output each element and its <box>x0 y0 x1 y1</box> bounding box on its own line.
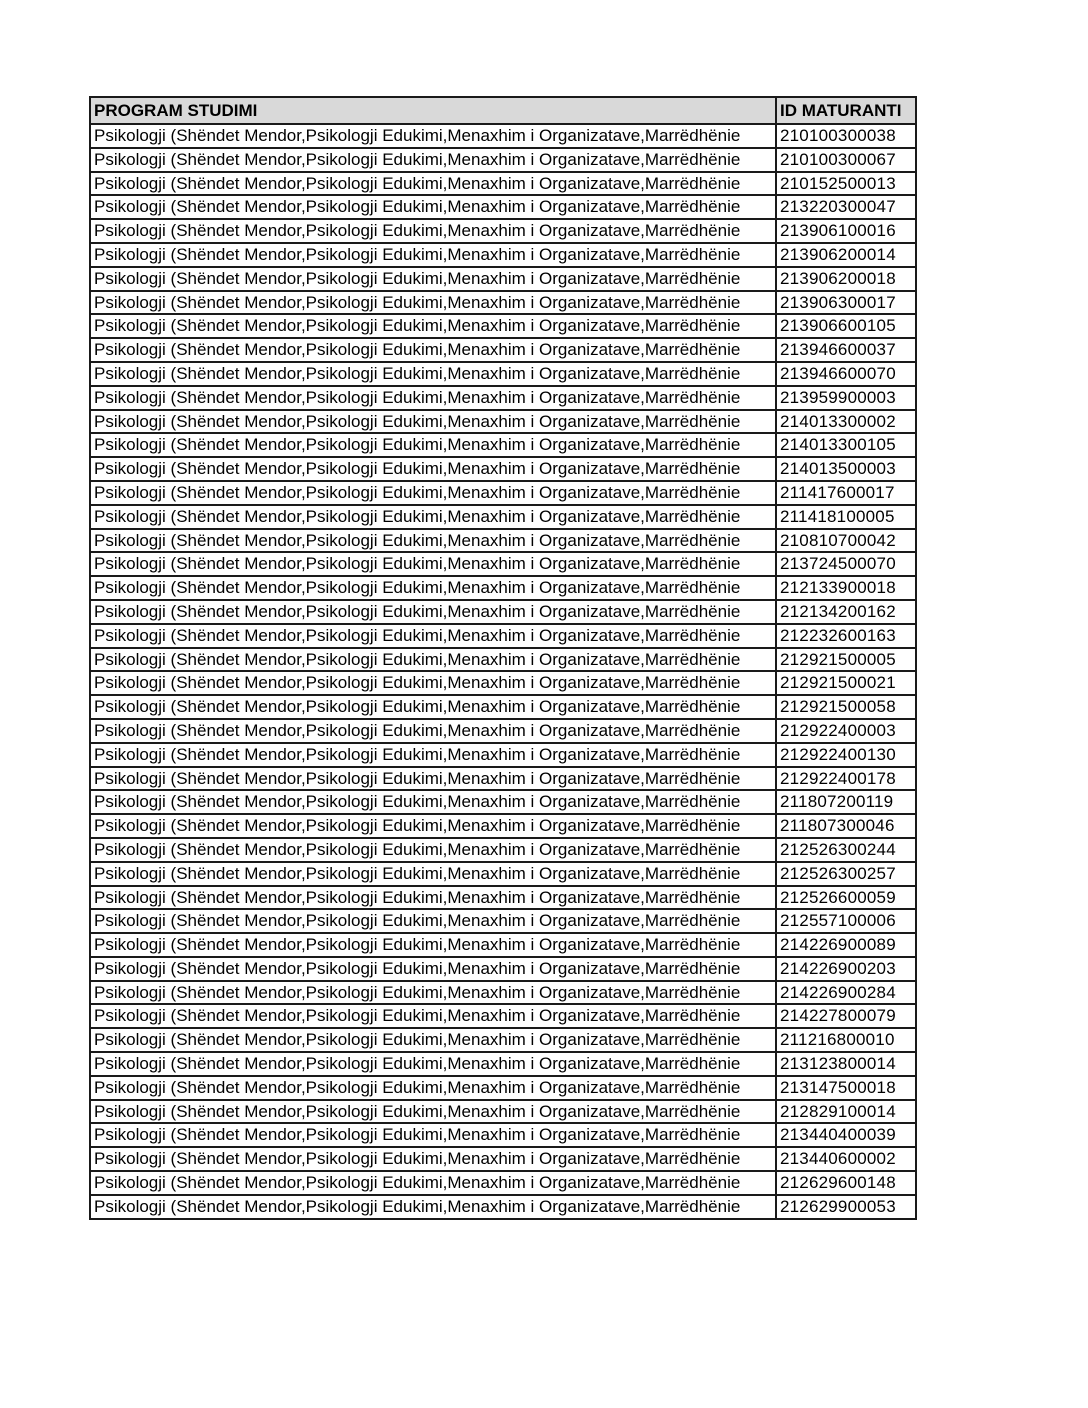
table-row <box>90 838 916 862</box>
program-cell: Psikologji (Shëndet Mendor,Psikologji Edukimi,Menaxhim i Organizatave,Marrëdhënie <box>90 1076 776 1100</box>
table-row <box>90 1004 916 1028</box>
header-program-studimi: PROGRAM STUDIMI <box>90 97 776 124</box>
program-cell: Psikologji (Shëndet Mendor,Psikologji Edukimi,Menaxhim i Organizatave,Marrëdhënie <box>90 362 776 386</box>
table-row <box>90 433 916 457</box>
table-row <box>90 505 916 529</box>
program-cell: Psikologji (Shëndet Mendor,Psikologji Edukimi,Menaxhim i Organizatave,Marrëdhënie <box>90 886 776 910</box>
id-maturanti-cell: 213946600037 <box>776 338 916 362</box>
table-row <box>90 1052 916 1076</box>
program-cell: Psikologji (Shëndet Mendor,Psikologji Edukimi,Menaxhim i Organizatave,Marrëdhënie <box>90 576 776 600</box>
program-cell: Psikologji (Shëndet Mendor,Psikologji Edukimi,Menaxhim i Organizatave,Marrëdhënie <box>90 600 776 624</box>
program-cell: Psikologji (Shëndet Mendor,Psikologji Edukimi,Menaxhim i Organizatave,Marrëdhënie <box>90 148 776 172</box>
table-row <box>90 386 916 410</box>
program-cell: Psikologji (Shëndet Mendor,Psikologji Edukimi,Menaxhim i Organizatave,Marrëdhënie <box>90 767 776 791</box>
program-cell: Psikologji (Shëndet Mendor,Psikologji Edukimi,Menaxhim i Organizatave,Marrëdhënie <box>90 433 776 457</box>
id-maturanti-cell: 212921500021 <box>776 671 916 695</box>
table-header <box>90 97 916 124</box>
id-maturanti-cell: 212829100014 <box>776 1100 916 1124</box>
program-cell: Psikologji (Shëndet Mendor,Psikologji Edukimi,Menaxhim i Organizatave,Marrëdhënie <box>90 862 776 886</box>
program-cell: Psikologji (Shëndet Mendor,Psikologji Edukimi,Menaxhim i Organizatave,Marrëdhënie <box>90 1123 776 1147</box>
table-row <box>90 1028 916 1052</box>
id-maturanti-cell: 211418100005 <box>776 505 916 529</box>
document-page <box>89 96 915 1220</box>
table-row <box>90 909 916 933</box>
table-row <box>90 1147 916 1171</box>
program-cell: Psikologji (Shëndet Mendor,Psikologji Edukimi,Menaxhim i Organizatave,Marrëdhënie <box>90 505 776 529</box>
table-row <box>90 671 916 695</box>
table-row <box>90 648 916 672</box>
table-row <box>90 814 916 838</box>
id-maturanti-cell: 212921500005 <box>776 648 916 672</box>
table-row <box>90 790 916 814</box>
id-maturanti-cell: 213946600070 <box>776 362 916 386</box>
program-cell: Psikologji (Shëndet Mendor,Psikologji Edukimi,Menaxhim i Organizatave,Marrëdhënie <box>90 124 776 148</box>
table-row <box>90 886 916 910</box>
table-row <box>90 1195 916 1219</box>
id-maturanti-cell: 212922400130 <box>776 743 916 767</box>
table-row <box>90 743 916 767</box>
table-row <box>90 314 916 338</box>
id-maturanti-cell: 213724500070 <box>776 552 916 576</box>
id-maturanti-cell: 213906100016 <box>776 219 916 243</box>
id-maturanti-cell: 214227800079 <box>776 1004 916 1028</box>
table-row <box>90 410 916 434</box>
program-cell: Psikologji (Shëndet Mendor,Psikologji Edukimi,Menaxhim i Organizatave,Marrëdhënie <box>90 529 776 553</box>
table-row <box>90 981 916 1005</box>
students-table <box>89 96 917 1220</box>
table-row <box>90 243 916 267</box>
program-cell: Psikologji (Shëndet Mendor,Psikologji Edukimi,Menaxhim i Organizatave,Marrëdhënie <box>90 481 776 505</box>
table-row <box>90 124 916 148</box>
id-maturanti-cell: 213220300047 <box>776 195 916 219</box>
table-row <box>90 338 916 362</box>
program-cell: Psikologji (Shëndet Mendor,Psikologji Edukimi,Menaxhim i Organizatave,Marrëdhënie <box>90 981 776 1005</box>
id-maturanti-cell: 214226900203 <box>776 957 916 981</box>
id-maturanti-cell: 214013300002 <box>776 410 916 434</box>
id-maturanti-cell: 212557100006 <box>776 909 916 933</box>
id-maturanti-cell: 213906200018 <box>776 267 916 291</box>
id-maturanti-cell: 211807200119 <box>776 790 916 814</box>
program-cell: Psikologji (Shëndet Mendor,Psikologji Edukimi,Menaxhim i Organizatave,Marrëdhënie <box>90 314 776 338</box>
table-row <box>90 862 916 886</box>
program-cell: Psikologji (Shëndet Mendor,Psikologji Edukimi,Menaxhim i Organizatave,Marrëdhënie <box>90 1195 776 1219</box>
program-cell: Psikologji (Shëndet Mendor,Psikologji Edukimi,Menaxhim i Organizatave,Marrëdhënie <box>90 909 776 933</box>
id-maturanti-cell: 212133900018 <box>776 576 916 600</box>
program-cell: Psikologji (Shëndet Mendor,Psikologji Edukimi,Menaxhim i Organizatave,Marrëdhënie <box>90 219 776 243</box>
program-cell: Psikologji (Shëndet Mendor,Psikologji Edukimi,Menaxhim i Organizatave,Marrëdhënie <box>90 338 776 362</box>
id-maturanti-cell: 214226900089 <box>776 933 916 957</box>
table-row <box>90 1171 916 1195</box>
id-maturanti-cell: 211417600017 <box>776 481 916 505</box>
id-maturanti-cell: 213440400039 <box>776 1123 916 1147</box>
id-maturanti-cell: 213147500018 <box>776 1076 916 1100</box>
program-cell: Psikologji (Shëndet Mendor,Psikologji Edukimi,Menaxhim i Organizatave,Marrëdhënie <box>90 291 776 315</box>
id-maturanti-cell: 213906600105 <box>776 314 916 338</box>
program-cell: Psikologji (Shëndet Mendor,Psikologji Edukimi,Menaxhim i Organizatave,Marrëdhënie <box>90 457 776 481</box>
program-cell: Psikologji (Shëndet Mendor,Psikologji Edukimi,Menaxhim i Organizatave,Marrëdhënie <box>90 624 776 648</box>
program-cell: Psikologji (Shëndet Mendor,Psikologji Edukimi,Menaxhim i Organizatave,Marrëdhënie <box>90 838 776 862</box>
table-row <box>90 576 916 600</box>
id-maturanti-cell: 212232600163 <box>776 624 916 648</box>
table-row <box>90 957 916 981</box>
table-row <box>90 1123 916 1147</box>
program-cell: Psikologji (Shëndet Mendor,Psikologji Edukimi,Menaxhim i Organizatave,Marrëdhënie <box>90 267 776 291</box>
table-row <box>90 933 916 957</box>
program-cell: Psikologji (Shëndet Mendor,Psikologji Edukimi,Menaxhim i Organizatave,Marrëdhënie <box>90 1004 776 1028</box>
program-cell: Psikologji (Shëndet Mendor,Psikologji Edukimi,Menaxhim i Organizatave,Marrëdhënie <box>90 814 776 838</box>
program-cell: Psikologji (Shëndet Mendor,Psikologji Edukimi,Menaxhim i Organizatave,Marrëdhënie <box>90 719 776 743</box>
program-cell: Psikologji (Shëndet Mendor,Psikologji Edukimi,Menaxhim i Organizatave,Marrëdhënie <box>90 410 776 434</box>
id-maturanti-cell: 214226900284 <box>776 981 916 1005</box>
table-row <box>90 1100 916 1124</box>
table-row <box>90 695 916 719</box>
table-row <box>90 219 916 243</box>
program-cell: Psikologji (Shëndet Mendor,Psikologji Edukimi,Menaxhim i Organizatave,Marrëdhënie <box>90 195 776 219</box>
table-row <box>90 148 916 172</box>
program-cell: Psikologji (Shëndet Mendor,Psikologji Edukimi,Menaxhim i Organizatave,Marrëdhënie <box>90 671 776 695</box>
table-row <box>90 719 916 743</box>
id-maturanti-cell: 210100300067 <box>776 148 916 172</box>
table-row <box>90 529 916 553</box>
id-maturanti-cell: 213906200014 <box>776 243 916 267</box>
id-maturanti-cell: 212922400003 <box>776 719 916 743</box>
id-maturanti-cell: 213906300017 <box>776 291 916 315</box>
table-row <box>90 362 916 386</box>
table-body <box>90 124 916 1219</box>
id-maturanti-cell: 212922400178 <box>776 767 916 791</box>
table-row <box>90 172 916 196</box>
id-maturanti-cell: 212921500058 <box>776 695 916 719</box>
table-row <box>90 1076 916 1100</box>
id-maturanti-cell: 212629600148 <box>776 1171 916 1195</box>
program-cell: Psikologji (Shëndet Mendor,Psikologji Edukimi,Menaxhim i Organizatave,Marrëdhënie <box>90 1028 776 1052</box>
table-row <box>90 291 916 315</box>
table-row <box>90 624 916 648</box>
id-maturanti-cell: 214013300105 <box>776 433 916 457</box>
program-cell: Psikologji (Shëndet Mendor,Psikologji Edukimi,Menaxhim i Organizatave,Marrëdhënie <box>90 1052 776 1076</box>
id-maturanti-cell: 214013500003 <box>776 457 916 481</box>
table-row <box>90 267 916 291</box>
id-maturanti-cell: 212526300257 <box>776 862 916 886</box>
program-cell: Psikologji (Shëndet Mendor,Psikologji Edukimi,Menaxhim i Organizatave,Marrëdhënie <box>90 1171 776 1195</box>
id-maturanti-cell: 213440600002 <box>776 1147 916 1171</box>
table-row <box>90 552 916 576</box>
program-cell: Psikologji (Shëndet Mendor,Psikologji Edukimi,Menaxhim i Organizatave,Marrëdhënie <box>90 790 776 814</box>
program-cell: Psikologji (Shëndet Mendor,Psikologji Edukimi,Menaxhim i Organizatave,Marrëdhënie <box>90 1100 776 1124</box>
id-maturanti-cell: 211216800010 <box>776 1028 916 1052</box>
id-maturanti-cell: 212134200162 <box>776 600 916 624</box>
id-maturanti-cell: 212526300244 <box>776 838 916 862</box>
id-maturanti-cell: 210152500013 <box>776 172 916 196</box>
table-row <box>90 195 916 219</box>
table-row <box>90 600 916 624</box>
program-cell: Psikologji (Shëndet Mendor,Psikologji Edukimi,Menaxhim i Organizatave,Marrëdhënie <box>90 1147 776 1171</box>
id-maturanti-cell: 210810700042 <box>776 529 916 553</box>
id-maturanti-cell: 211807300046 <box>776 814 916 838</box>
program-cell: Psikologji (Shëndet Mendor,Psikologji Edukimi,Menaxhim i Organizatave,Marrëdhënie <box>90 933 776 957</box>
id-maturanti-cell: 212629900053 <box>776 1195 916 1219</box>
id-maturanti-cell: 212526600059 <box>776 886 916 910</box>
program-cell: Psikologji (Shëndet Mendor,Psikologji Edukimi,Menaxhim i Organizatave,Marrëdhënie <box>90 648 776 672</box>
header-row <box>90 97 916 124</box>
program-cell: Psikologji (Shëndet Mendor,Psikologji Edukimi,Menaxhim i Organizatave,Marrëdhënie <box>90 695 776 719</box>
id-maturanti-cell: 213959900003 <box>776 386 916 410</box>
program-cell: Psikologji (Shëndet Mendor,Psikologji Edukimi,Menaxhim i Organizatave,Marrëdhënie <box>90 243 776 267</box>
program-cell: Psikologji (Shëndet Mendor,Psikologji Edukimi,Menaxhim i Organizatave,Marrëdhënie <box>90 552 776 576</box>
header-id-maturanti: ID MATURANTI <box>776 97 916 124</box>
program-cell: Psikologji (Shëndet Mendor,Psikologji Edukimi,Menaxhim i Organizatave,Marrëdhënie <box>90 743 776 767</box>
program-cell: Psikologji (Shëndet Mendor,Psikologji Edukimi,Menaxhim i Organizatave,Marrëdhënie <box>90 172 776 196</box>
id-maturanti-cell: 213123800014 <box>776 1052 916 1076</box>
table-row <box>90 457 916 481</box>
program-cell: Psikologji (Shëndet Mendor,Psikologji Edukimi,Menaxhim i Organizatave,Marrëdhënie <box>90 386 776 410</box>
table-row <box>90 767 916 791</box>
table-row <box>90 481 916 505</box>
id-maturanti-cell: 210100300038 <box>776 124 916 148</box>
program-cell: Psikologji (Shëndet Mendor,Psikologji Edukimi,Menaxhim i Organizatave,Marrëdhënie <box>90 957 776 981</box>
